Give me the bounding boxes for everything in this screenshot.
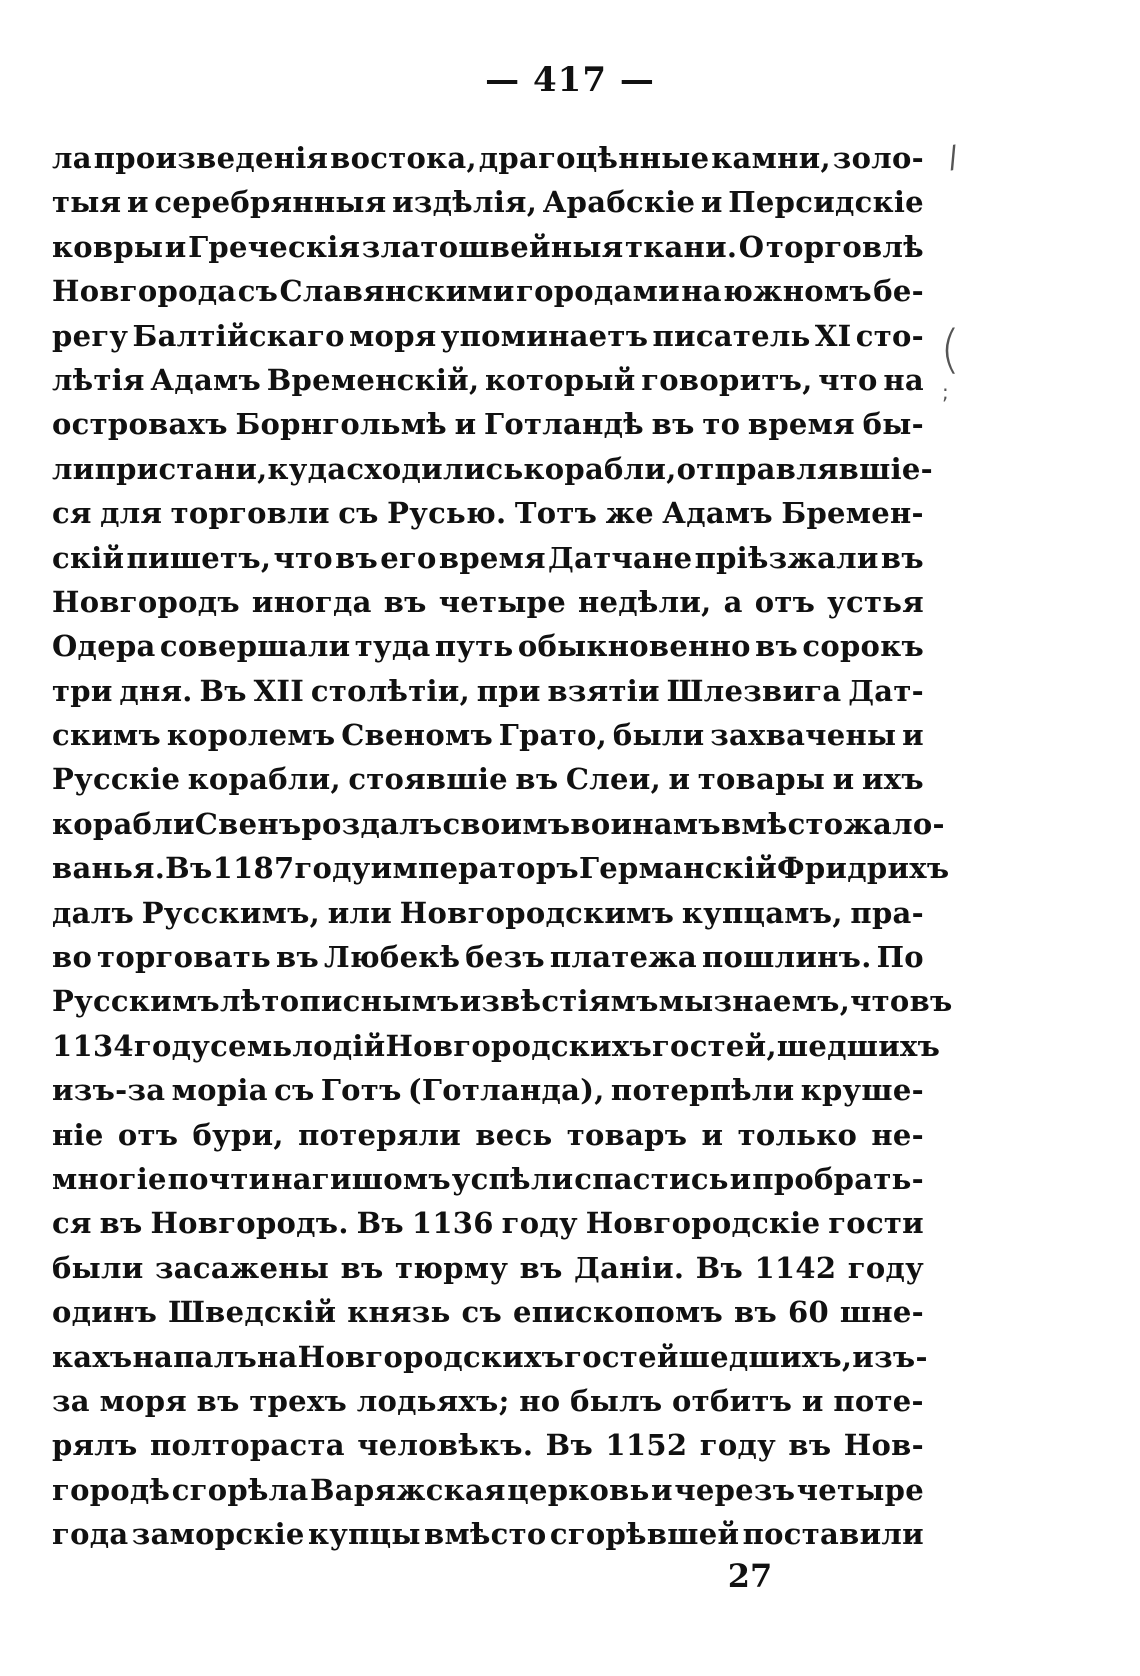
- text-line: корабли Свенъ роздалъ своимъ воинамъ вмѣсто жало-: [52, 806, 945, 841]
- text-line: три дня. Въ XII столѣтіи, при взятіи Шлезвига Дат-: [52, 673, 924, 708]
- text-line: ніе отъ бури, потеряли весь товаръ и только не-: [52, 1117, 924, 1152]
- text-line: во торговать въ Любекѣ безъ платежа пошлинъ. По: [52, 940, 924, 975]
- text-line: Новгородъ иногда въ четыре недѣли, а отъ устья: [52, 584, 924, 619]
- body-text: [52, 136, 953, 1557]
- text-line: островахъ Борнгольмѣ и Готландѣ въ то время бы-: [52, 407, 924, 442]
- text-line: тыя и серебрянныя издѣлія, Арабскіе и Персидскіе: [52, 185, 924, 220]
- text-line: года заморскіе купцы вмѣсто сгорѣвшей поставили: [52, 1517, 924, 1552]
- text-line: одинъ Шведскій князь съ епископомъ въ 60 шне-: [52, 1295, 924, 1330]
- text-line: ванья. Въ 1187 году императоръ Германскій Фридрихъ: [52, 851, 950, 886]
- text-line: Русскіе корабли, стоявшіе въ Слеи, и товары и ихъ: [52, 762, 924, 797]
- text-line: Одера совершали туда путь обыкновенно въ сорокъ: [52, 629, 924, 664]
- text-line: кахъ напалъ на Новгородскихъ гостей шедшихъ, изъ-: [52, 1339, 928, 1374]
- margin-dot-mark: ;: [942, 380, 949, 404]
- text-line: скій пишетъ, что въ его время Датчане пріѣзжали въ: [52, 540, 924, 575]
- margin-pencil-mark: /: [944, 139, 962, 176]
- text-line: ковры и Греческія златошвейныя ткани. О торговлѣ: [52, 229, 924, 264]
- text-line: изъ-за моріа съ Готъ (Готланда), потерпѣли круше-: [52, 1073, 924, 1108]
- text-line: лѣтія Адамъ Временскій, который говоритъ, что на: [52, 362, 924, 397]
- text-line: многіе почти нагишомъ успѣли спастись и пробрать-: [52, 1161, 924, 1196]
- text-line: скимъ королемъ Свеномъ Грато, были захвачены и: [52, 718, 924, 753]
- text-line: ла произведенія востока, драгоцѣнные камни, золо-: [52, 141, 924, 175]
- text-line: регу Балтійскаго моря упоминаетъ писатель XI сто-: [52, 318, 924, 353]
- text-line: ся для торговли съ Русью. Тотъ же Адамъ Бремен-: [52, 496, 924, 531]
- text-line: были засажены въ тюрму въ Даніи. Въ 1142 году: [52, 1250, 924, 1285]
- text-line: 1134 году семь лодій Новгородскихъ гостей, шедшихъ: [52, 1028, 941, 1063]
- text-line: Русскимъ лѣтописнымъ извѣстіямъ мы знаемъ, что въ: [52, 984, 953, 1019]
- text-line: далъ Русскимъ, или Новгородскимъ купцамъ, пра-: [52, 895, 924, 930]
- text-line: ли пристани, куда сходились корабли, отправлявшіе-: [52, 451, 933, 486]
- text-line: ся въ Новгородъ. Въ 1136 году Новгородскіе гости: [52, 1206, 924, 1241]
- text-line: рялъ полтораста человѣкъ. Въ 1152 году въ Нов-: [52, 1428, 924, 1463]
- page-number: — 417 —: [485, 60, 655, 100]
- text-line: Новгорода съ Славянскими городами на южномъ бе-: [52, 274, 924, 309]
- text-line: городѣ сгорѣла Варяжская церковь и черезъ четыре: [52, 1472, 924, 1507]
- margin-bracket-mark: (: [940, 320, 961, 380]
- printer-signature-mark: 27: [727, 1557, 773, 1595]
- text-line: за моря въ трехъ лодьяхъ; но былъ отбитъ и поте-: [52, 1383, 924, 1418]
